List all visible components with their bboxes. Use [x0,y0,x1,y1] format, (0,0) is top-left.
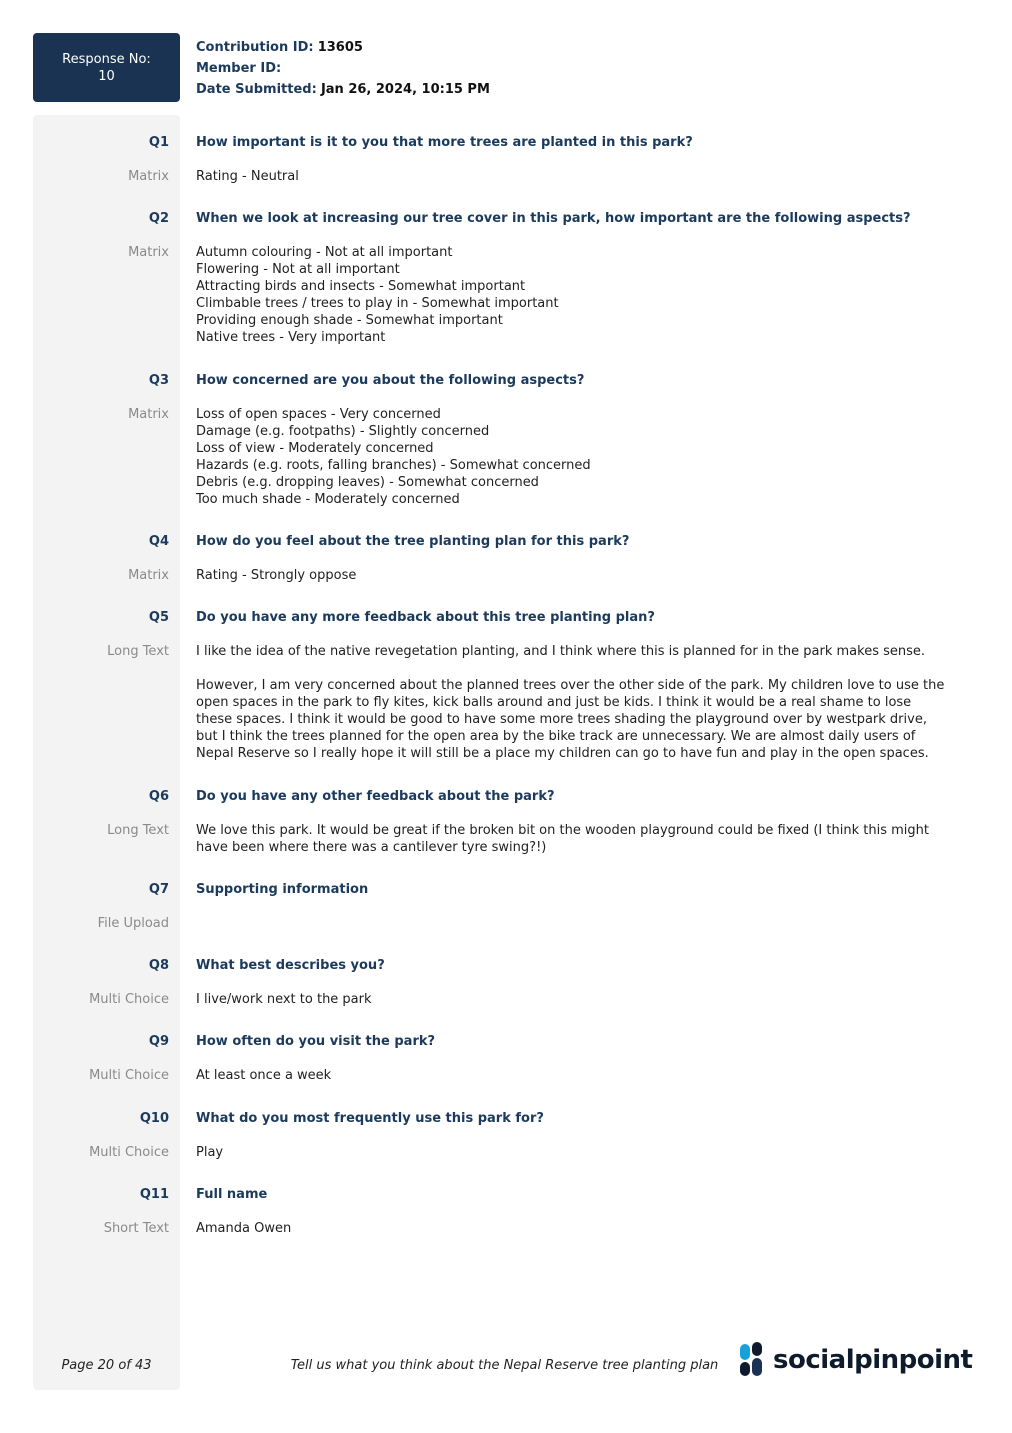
question-title: How often do you visit the park? [196,1034,436,1049]
answer-line: Autumn colouring - Not at all important [196,245,453,260]
answer-line: Rating - Neutral [196,169,299,184]
question-type: Short Text [103,1221,169,1236]
answer [196,991,948,1008]
submission-meta [196,37,490,100]
question-type: Matrix [128,407,169,422]
response-number: 10 [98,68,115,84]
question-title: How concerned are you about the following aspects? [196,373,585,388]
question-type: Long Text [107,823,169,838]
response-badge [33,33,180,102]
answer-paragraph: I like the idea of the native revegetation planting, and I think where this is planned for in the park makes sense. [196,644,926,659]
question-type: Matrix [128,568,169,583]
date-submitted-value: Jan 26, 2024, 10:15 PM [320,82,490,97]
answer [196,643,948,762]
answer [196,822,948,856]
answer [196,168,948,185]
date-submitted-label: Date Submitted: [196,82,317,97]
socialpinpoint-logo [740,1342,972,1378]
contribution-id-value: 13605 [317,40,363,55]
answer-line: Attracting birds and insects - Somewhat important [196,279,526,294]
answer [196,1067,948,1084]
member-id-label: Member ID: [196,61,282,76]
question-type: File Upload [97,916,169,931]
question-number: Q2 [148,211,169,226]
answer-line: At least once a week [196,1068,332,1083]
question-number: Q10 [139,1111,169,1126]
response-label: Response No: [62,51,151,67]
answer [196,1144,948,1161]
answer-line: Native trees - Very important [196,330,386,345]
question-type: Matrix [128,169,169,184]
answer-paragraph: We love this park. It would be great if the broken bit on the wooden playground could be fixed (I think this might have been where there was a cantilever tyre swing?!) [196,823,929,855]
answer-line: Climbable trees / trees to play in - Somewhat important [196,296,559,311]
answer-paragraph: However, I am very concerned about the planned trees over the other side of the park. My children love to use the open spaces in the park to fly kites, kick balls around and just be kids. I think it would be a real shame to lose these spaces. I think it would be good to have some more trees shading the playground over by westpark drive, but I think the trees planned for the open area by the bike track are unnecessary. We are almost daily users of Nepal Reserve so I really hope it will still be a place my children can go to have fun and play in the open spaces. [196,678,945,761]
question-type: Matrix [128,245,169,260]
question-title: When we look at increasing our tree cover in this park, how important are the following aspects? [196,211,911,226]
question-title: What best describes you? [196,958,385,973]
question-title: Do you have any more feedback about this tree planting plan? [196,610,655,625]
answer [196,406,948,508]
contribution-id-label: Contribution ID: [196,40,314,55]
question-title: Supporting information [196,882,369,897]
question-title: Do you have any other feedback about the park? [196,789,555,804]
answer-line: Providing enough shade - Somewhat important [196,313,503,328]
survey-title: Tell us what you think about the Nepal Reserve tree planting plan [290,1358,719,1373]
logo-text: socialpinpoint [773,1345,973,1375]
question-number: Q9 [148,1034,169,1049]
answer-line: Play [196,1145,224,1160]
answer-line: Flowering - Not at all important [196,262,400,277]
answer-line: I live/work next to the park [196,992,372,1007]
question-title: Full name [196,1187,268,1202]
answer [196,567,948,584]
question-type: Multi Choice [89,992,169,1007]
answer-line: Rating - Strongly oppose [196,568,357,583]
answer-line: Debris (e.g. dropping leaves) - Somewhat concerned [196,475,539,490]
page-number: Page 20 of 43 [61,1358,152,1373]
question-number: Q6 [148,789,169,804]
answer-line: Loss of view - Moderately concerned [196,441,434,456]
pin-logo-icon [740,1342,764,1378]
question-type: Multi Choice [89,1145,169,1160]
question-title: What do you most frequently use this park for? [196,1111,544,1126]
question-number: Q1 [148,135,169,150]
question-number: Q5 [148,610,169,625]
question-title: How do you feel about the tree planting plan for this park? [196,534,630,549]
answer-line: Too much shade - Moderately concerned [196,492,460,507]
question-number: Q4 [148,534,169,549]
answer-line: Damage (e.g. footpaths) - Slightly concerned [196,424,490,439]
question-type: Multi Choice [89,1068,169,1083]
answer-line: Hazards (e.g. roots, falling branches) - Somewhat concerned [196,458,591,473]
answer [196,1220,948,1237]
question-number: Q3 [148,373,169,388]
answer [196,244,948,346]
question-title: How important is it to you that more trees are planted in this park? [196,135,693,150]
question-type: Long Text [107,644,169,659]
answer-line: Amanda Owen [196,1221,292,1236]
question-number: Q11 [139,1187,169,1202]
question-number: Q8 [148,958,169,973]
answer-line: Loss of open spaces - Very concerned [196,407,441,422]
question-number: Q7 [148,882,169,897]
